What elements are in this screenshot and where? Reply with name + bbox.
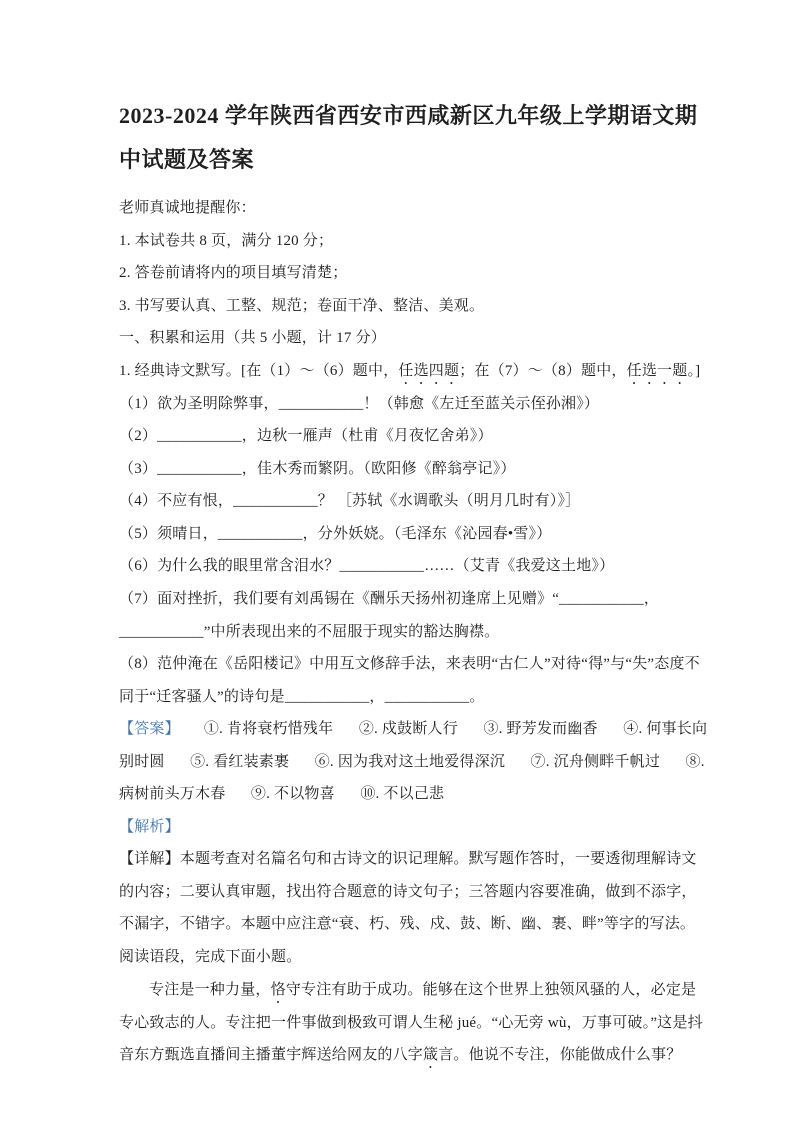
- answer-item-5: ⑤. 看红装素裹: [190, 753, 290, 770]
- section-heading: 一、积累和运用（共 5 小题，计 17 分）: [119, 330, 386, 347]
- answer-item-1: ①. 肯将衰朽惜残年: [203, 721, 334, 738]
- reading-passage: [119, 974, 711, 1073]
- answer-item-3: ③. 野芳发而幽香: [483, 721, 598, 738]
- passage-seg-3: 言。他说不专注，你能做成什么事？: [438, 1047, 682, 1064]
- reading-prompt: 阅读语段，完成下面小题。: [119, 949, 302, 966]
- question-1-intro-pre: 1. 经典诗文默写。[在（1）～（6）题中，: [119, 362, 399, 379]
- blank-item-6: （6）为什么我的眼里常含泪水？___________……（艾青《我爱这土地》）: [119, 558, 615, 575]
- answer-item-9: ⑨. 不以物喜: [250, 786, 335, 803]
- question-1-intro-mid: ；在（7）～（8）题中，: [459, 362, 627, 379]
- blank-item-5: （5）须晴日，___________，分外妖娆。（毛泽东《沁园春•雪》）: [119, 525, 552, 542]
- answer-label: 【答案】: [119, 721, 180, 738]
- analysis-block: [119, 811, 711, 844]
- answer-block: [119, 713, 711, 811]
- page-title: 2023-2024 学年陕西省西安市西咸新区九年级上学期语文期中试题及答案: [119, 103, 698, 172]
- analysis-label: 【解析】: [119, 818, 180, 835]
- question-1-intro: [119, 355, 711, 388]
- answer-item-6: ⑥. 因为我对这土地爱得深沉: [314, 753, 506, 770]
- blank-item-2: （2）___________，边秋一雁声（杜甫《月夜忆舍弟》）: [119, 428, 493, 445]
- detail-explanation: 【详解】本题考查对名篇名句和古诗文的识记理解。默写题作答时，一要透彻理解诗文的内容；二要认真审题，找出符合题意的诗文句子；三答题内容要准确，做到不添字，不漏字，不错字。本题中应注意“衰、朽、残、戍、鼓、断、幽、裹、畔”等字的写法。: [119, 851, 697, 933]
- blank-item-1: （1）欲为圣明除弊事，___________！（韩愈《左迁至蓝关示侄孙湘》）: [119, 395, 600, 412]
- answer-item-8: ⑧. 病树前头万木春: [119, 753, 705, 803]
- blank-item-7: （7）面对挫折，我们要有刘禹锡在《酬乐天扬州初逢席上见赠》“___________，___________”中所表现出来的不屈服于现实的豁达胸襟。: [119, 591, 660, 640]
- blank-item-3: （3）___________，佳木秀而繁阴。（欧阳修《醉翁亭记》）: [119, 460, 516, 477]
- notice-item-1: 1. 本试卷共 8 页，满分 120 分；: [119, 232, 334, 249]
- passage-emphasis-zhen: 箴: [423, 1047, 439, 1064]
- blank-item-8: （8）范仲淹在《岳阳楼记》中用互文修辞手法，来表明“古仁人”对待“得”与“失”态度不同于“迁客骚人”的诗句是___________，___________。: [119, 656, 700, 705]
- passage-seg-1: 专注是一种力量，: [149, 981, 271, 998]
- notice-intro: 老师真诚地提醒你：: [119, 200, 256, 216]
- passage-seg-2: 守专注有助于成功。能够在这个世界上独领风骚的人，必定是专心致志的人。专注把一件事做到极致可谓人生秘 jué。“心无旁 wù，万事可破。”这是抖音东方甄选直播间主播董宇辉送给网友的八字: [119, 981, 703, 1064]
- passage-emphasis-ke: 恪: [270, 981, 286, 998]
- notice-item-2: 2. 答卷前请将内的项目填写清楚；: [119, 265, 348, 282]
- answer-item-10: ⑩. 不以己悲: [360, 786, 445, 803]
- blank-item-4: （4）不应有恨，___________？ ［苏轼《水调歌头（明月几时有）》］: [119, 493, 581, 510]
- notice-item-3: 3. 书写要认真、工整、规范；卷面干净、整洁、美观。: [119, 297, 485, 314]
- answer-item-7: ⑦. 沉舟侧畔千帆过: [530, 753, 661, 770]
- answer-item-2: ②. 戍鼓断人行: [358, 721, 458, 738]
- emphasis-any-one: 任选一题: [626, 362, 688, 379]
- emphasis-any-four: 任选四题: [398, 362, 460, 379]
- question-1-intro-post: 。]: [687, 362, 701, 379]
- answer-item-4: ④. 何事长向别时圆: [119, 721, 708, 770]
